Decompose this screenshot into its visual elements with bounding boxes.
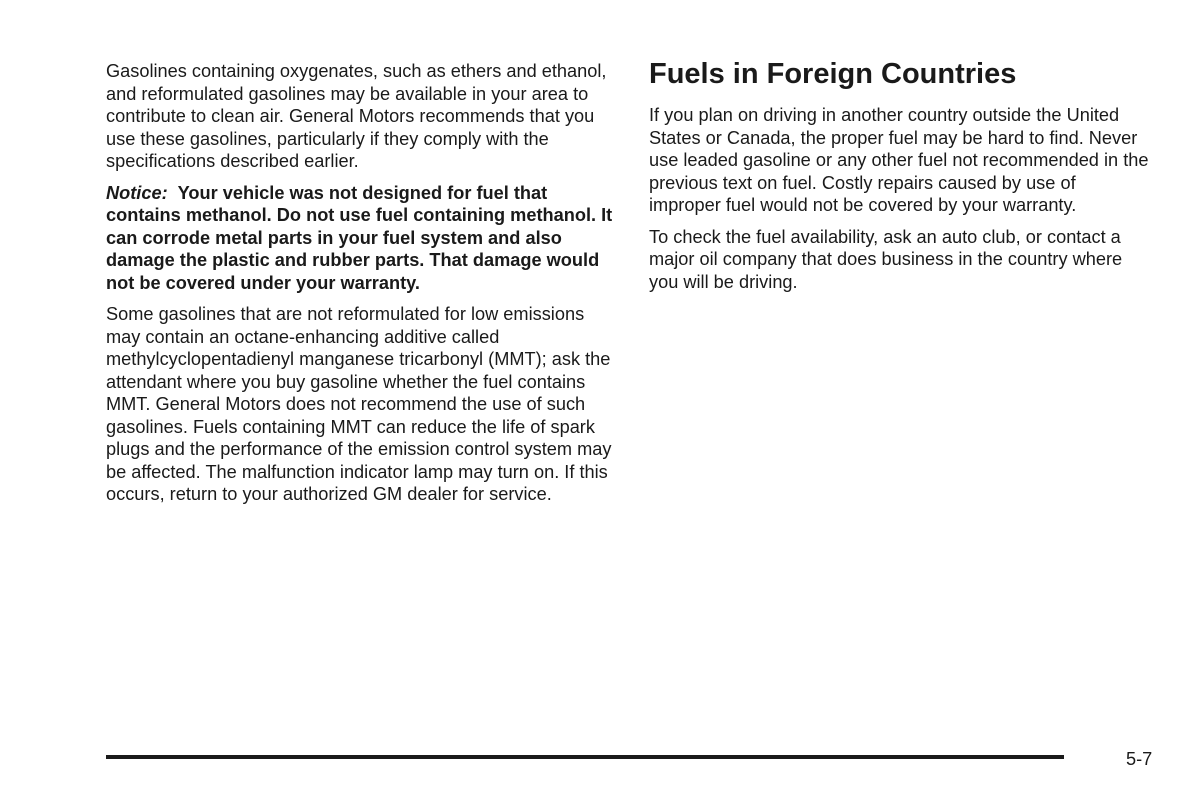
fuel-availability-paragraph: To check the fuel availability, ask an auto club, or contact a major oil company that does business in the country where you will be driving.: [649, 226, 1123, 292]
mmt-paragraph: Some gasolines that are not reformulated for low emissions may contain an octane-enhancing additive called methylcyclopentadienyl manganese tricarbonyl (MMT); ask the attendant where you buy gasoline whether the fuel contains MMT. General Motors does not recommend the use of such gasolines. Fuels containing MMT can reduce the life of spark plugs and the performance of the emission control system may be affected. The malfunction indicator lamp may turn on. If this occurs, return to your authorized GM dealer for service.: [106, 304, 612, 504]
notice-text: Your vehicle was not designed for fuel that contains methanol. Do not use fuel containing methanol. It can corrode metal parts in your fuel system and also damage the plastic and rubber parts. That damage would not be covered under your warranty.: [106, 182, 613, 293]
oxygenates-paragraph: Gasolines containing oxygenates, such as ethers and ethanol, and reformulated gasolines may be available in your area to contribute to clean air. General Motors recommends that you use these gasolines, particularly if they comply with the specifications described earlier.: [106, 61, 607, 171]
foreign-fuel-paragraph: If you plan on driving in another country outside the United States or Canada, the proper fuel may be hard to find. Never use leaded gasoline or any other fuel not recommended in the previous text on fuel. Costly repairs caused by use of improper fuel would not be covered by your warranty.: [649, 105, 1149, 215]
section-heading: Fuels in Foreign Countries: [649, 58, 1017, 90]
page-number: 5-7: [1126, 749, 1153, 769]
footer-rule: [106, 755, 1064, 759]
notice-label: Notice:: [106, 182, 168, 203]
methanol-notice: [106, 182, 618, 295]
left-column: [106, 60, 618, 506]
right-column: [649, 56, 1149, 293]
